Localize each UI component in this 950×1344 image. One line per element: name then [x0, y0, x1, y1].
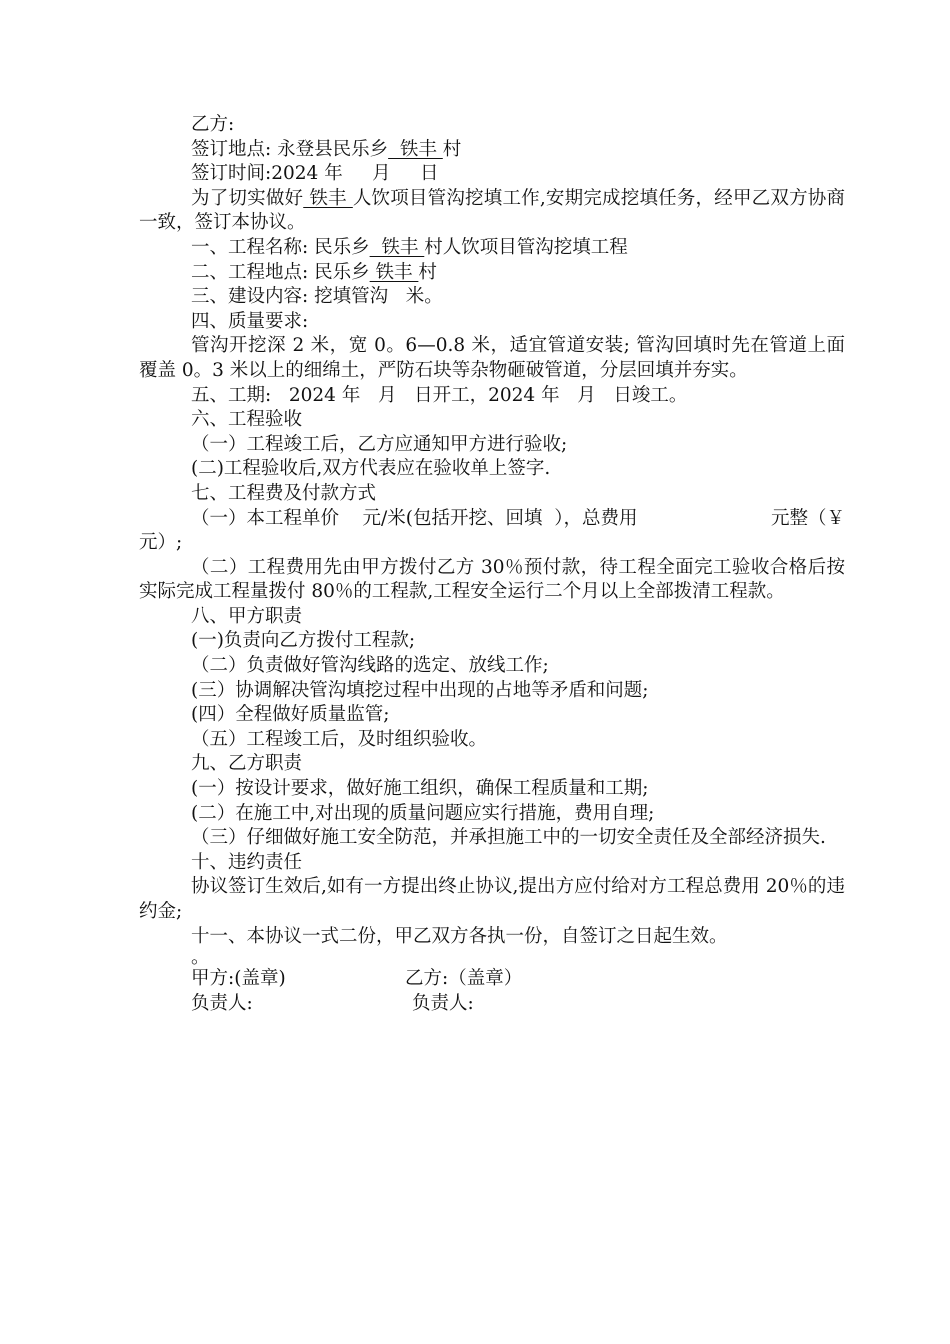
section-8-heading: 八、甲方职责 [191, 605, 303, 627]
party-a-responsible: 负责人: [191, 992, 253, 1014]
section-2-prefix: 二、工程地点: 民乐乡 [191, 261, 370, 283]
section-7-item-1-b: 元整（￥ [770, 507, 845, 529]
section-1-suffix: 村人饮项目管沟挖填工程 [424, 236, 628, 258]
section-9-item-3: （三）仔细做好施工安全防范，并承担施工中的一切安全责任及全部经济损失. [191, 827, 826, 849]
section-10-heading: 十、违约责任 [191, 851, 303, 873]
agreement-body [139, 113, 845, 1016]
section-7-item-1-a: （一）本工程单价 元/米(包括开挖、回填 ），总费用 [191, 507, 638, 529]
intro-text-a: 为了切实做好 [191, 187, 304, 209]
section-1-project-name [139, 236, 845, 261]
section-1-village: 铁丰 [369, 236, 425, 258]
section-6-heading: 六、工程验收 [191, 409, 303, 431]
section-2-project-location [139, 261, 845, 286]
responsible-row [139, 992, 845, 1017]
section-9-item-1: (一）按设计要求，做好施工组织，确保工程质量和工期; [191, 778, 649, 800]
party-b-responsible: 负责人: [412, 992, 474, 1014]
signing-time-line: 签订时间:2024 年 月 日 [191, 163, 439, 185]
section-7-item-1 [139, 507, 845, 532]
section-8-item-5: （五）工程竣工后，及时组织验收。 [191, 728, 488, 750]
section-7-item-2: （二）工程费用先由甲方拨付乙方 30％预付款，待工程全面完工验收合格后按实际完成工程量拨付 80％的工程款,工程安全运行二个月以上全部拨清工程款。 [139, 556, 845, 603]
party-b-line: 乙方: [191, 114, 235, 135]
section-8-item-2: （二）负责做好管沟线路的选定、放线工作; [191, 655, 549, 677]
section-1-prefix: 一、工程名称: 民乐乡 [191, 236, 370, 258]
section-9-heading: 九、乙方职责 [191, 753, 303, 775]
section-2-village: 铁丰 [369, 261, 419, 283]
intro-village: 铁丰 [303, 187, 353, 209]
section-9-item-2: (二）在施工中,对出现的质量问题应实行措施，费用自理; [191, 802, 655, 824]
signing-place-prefix: 签订地点: 永登县民乐乡 [191, 138, 389, 160]
section-8-item-4: (四）全程做好质量监管; [191, 704, 390, 726]
stray-mark: 。 [191, 947, 210, 969]
section-3-construction-content: 三、建设内容: 挖填管沟 米。 [191, 286, 443, 308]
signing-place-suffix: 村 [442, 138, 462, 160]
section-11: 十一、本协议一式二份，甲乙双方各执一份，自签订之日起生效。 [191, 925, 728, 947]
section-7-item-1-cont: 元）; [139, 532, 183, 554]
section-6-item-1: （一）工程竣工后，乙方应通知甲方进行验收; [191, 433, 568, 455]
section-8-item-1: (一)负责向乙方拨付工程款; [191, 630, 416, 652]
section-8-item-3: (三）协调解决管沟填挖过程中出现的占地等矛盾和问题; [191, 679, 649, 701]
signing-place-village: 铁丰 [388, 138, 443, 160]
section-7-heading: 七、工程费及付款方式 [191, 482, 377, 504]
section-2-suffix: 村 [418, 261, 437, 283]
section-10-body: 协议签订生效后,如有一方提出终止协议,提出方应付给对方工程总费用 20％的违约金; [139, 876, 845, 922]
party-b-seal: 乙方:（盖章） [405, 968, 523, 990]
signing-place-line [139, 138, 845, 163]
signature-row [139, 967, 845, 992]
section-6-item-2: (二)工程验收后,双方代表应在验收单上签字. [191, 458, 551, 480]
section-5-schedule: 五、工期: 2024 年 月 日开工，2024 年 月 日竣工。 [191, 384, 688, 406]
intro-text-b: 人饮项目管沟挖填工作,安期完成挖填任务，经甲乙双方协商一致，签订本协议。 [139, 187, 845, 234]
party-a-seal: 甲方:(盖章) [191, 968, 286, 990]
section-4-heading: 四、质量要求: [191, 310, 309, 332]
intro-paragraph [139, 187, 845, 236]
section-4-body: 管沟开挖深 2 米，宽 0。6—0.8 米，适宜管道安装; 管沟回填时先在管道上面覆盖 0。3 米以上的细绵土，严防石块等杂物砸破管道，分层回填并夯实。 [139, 335, 845, 381]
